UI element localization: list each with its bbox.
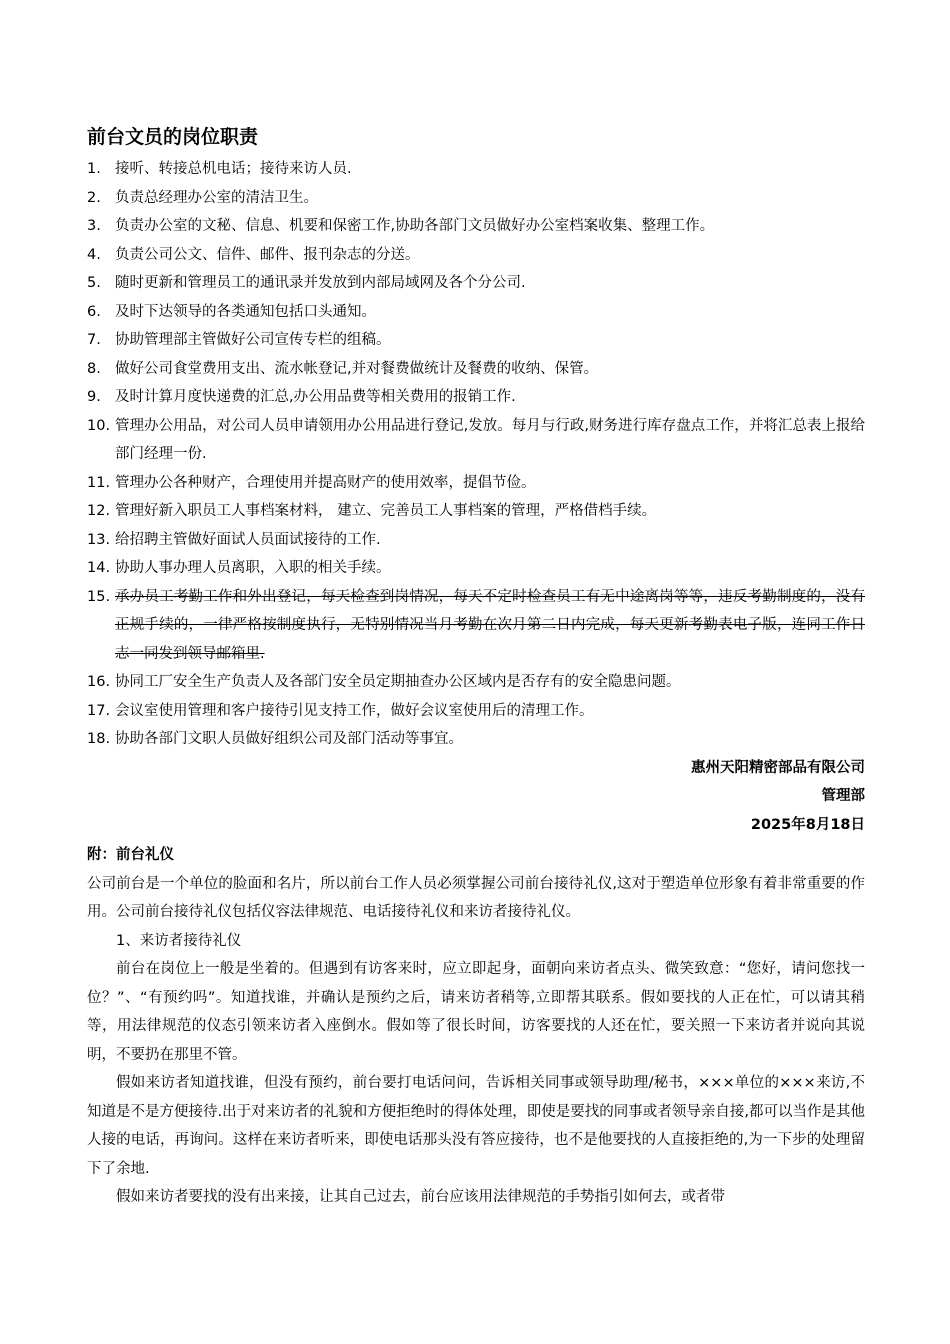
item-number: 18. — [87, 731, 111, 747]
item-text: 管理办公各种财产，合理使用并提高财产的使用效率，提倡节俭。 — [115, 474, 536, 491]
list-item — [87, 184, 865, 213]
item-number: 7. — [87, 332, 101, 348]
paragraph: 假如来访者知道找谁，但没有预约，前台要打电话问问，告诉相关同事或领导助理/秘书，×××单位的×××来访,不知道是不是方便接待.出于对来访者的礼貌和方便拒绝时的得体处理，即使是要找的同事或者领导亲自接,都可以当作是其他人接的电话，再询问。这样在来访者听来，即使电话那头没有答应接待，也不是他要找的人直接拒绝的,为一下步的处理留下了余地. — [87, 1075, 865, 1177]
item-number: 6. — [87, 303, 101, 320]
item-text: 会议室使用管理和客户接待引见支持工作，做好会议室使用后的清理工作。 — [115, 702, 594, 719]
item-number: 4. — [87, 246, 101, 263]
item-text: 及时下达领导的各类通知包括口头通知。 — [115, 303, 376, 320]
list-item — [87, 383, 865, 412]
item-text: 协助管理部主管做好公司宣传专栏的组稿。 — [115, 332, 391, 348]
item-number: 10. — [87, 417, 111, 434]
item-number: 13. — [87, 531, 111, 548]
item-number: 17. — [87, 702, 111, 719]
item-text: 随时更新和管理员工的通讯录并发放到内部局域网及各个分公司. — [115, 275, 526, 291]
item-text: 负责总经理办公室的清洁卫生。 — [115, 189, 318, 206]
item-number: 5. — [87, 275, 101, 291]
item-number: 3. — [87, 218, 101, 234]
item-text: 负责公司公文、信件、邮件、报刊杂志的分送。 — [115, 246, 420, 263]
duties-list — [87, 155, 865, 754]
document-page — [87, 124, 865, 1212]
list-item — [87, 668, 865, 697]
item-text: 做好公司食堂费用支出、流水帐登记,并对餐费做统计及餐费的收纳、保管。 — [115, 360, 599, 377]
paragraph: 前台在岗位上一般是坐着的。但遇到有访客来时，应立即起身，面朝向来访者点头、微笑致意：“您好，请问您找一位？”、“有预约吗”。知道找谁，并确认是预约之后，请来访者稍等,立即帮其联系。假如要找的人正在忙，可以请其稍等，用法律规范的仪态引领来访者入座倒水。假如等了很长时间，访客要找的人还在忙，要关照一下来访者并说向其说明，不要扔在那里不管。 — [87, 961, 865, 1063]
item-number: 8. — [87, 360, 101, 377]
item-number: 15. — [87, 588, 111, 605]
item-number: 12. — [87, 503, 111, 519]
list-item — [87, 412, 865, 469]
section-heading: 1、来访者接待礼仪 — [116, 932, 242, 949]
item-number: 11. — [87, 474, 111, 491]
list-item — [87, 697, 865, 726]
appendix-title: 附：前台礼仪 — [87, 847, 174, 863]
item-number: 2. — [87, 189, 101, 206]
item-number: 1. — [87, 161, 101, 177]
item-text: 及时计算月度快递费的汇总,办公用品费等相关费用的报销工作. — [115, 389, 516, 405]
list-item — [87, 241, 865, 270]
item-text: 承办员工考勤工作和外出登记，每天检查到岗情况，每天不定时检查员工有无中途离岗等等，违反考勤制度的，没有正规手续的，一律严格按制度执行，无特别情况当月考勤在次月第二日内完成，每天更新考勤表电子版，连同工作日志一同发到领导邮箱里. — [115, 588, 865, 662]
list-item — [87, 155, 865, 184]
signature-company: 惠州天阳精密部品有限公司 — [691, 759, 865, 776]
item-number: 16. — [87, 674, 111, 690]
list-item — [87, 355, 865, 384]
item-text: 协助各部门文职人员做好组织公司及部门活动等事宜。 — [115, 731, 463, 747]
list-item — [87, 554, 865, 583]
list-item — [87, 326, 865, 355]
list-item — [87, 497, 865, 526]
item-number: 14. — [87, 560, 111, 576]
item-text: 协助人事办理人员离职，入职的相关手续。 — [115, 560, 391, 576]
item-text: 管理好新入职员工人事档案材料， 建立、完善员工人事档案的管理，严格借档手续。 — [115, 503, 657, 519]
appendix-intro: 公司前台是一个单位的脸面和名片，所以前台工作人员必须掌握公司前台接待礼仪,这对于塑造单位形象有着非常重要的作用。公司前台接待礼仪包括仪容法律规范、电话接待礼仪和来访者接待礼仪。 — [87, 875, 865, 920]
list-item — [87, 269, 865, 298]
item-number: 9. — [87, 389, 101, 405]
list-item-struck — [87, 583, 865, 669]
item-text: 协同工厂安全生产负责人及各部门安全员定期抽查办公区域内是否存有的安全隐患问题。 — [115, 674, 681, 690]
list-item — [87, 212, 865, 241]
list-item — [87, 469, 865, 498]
item-text: 接听、转接总机电话；接待来访人员. — [115, 161, 352, 177]
list-item — [87, 526, 865, 555]
signature-department: 管理部 — [821, 788, 865, 804]
signature-date: 2025年8月18日 — [750, 816, 865, 833]
page-title: 前台文员的岗位职责 — [87, 126, 259, 148]
paragraph: 假如来访者要找的没有出来接，让其自己过去，前台应该用法律规范的手势指引如何去，或者带 — [116, 1189, 725, 1205]
list-item — [87, 298, 865, 327]
item-text: 管理办公用品，对公司人员申请领用办公用品进行登记,发放。每月与行政,财务进行库存盘点工作，并将汇总表上报给部门经理一份. — [115, 417, 865, 462]
item-text: 负责办公室的文秘、信息、机要和保密工作,协助各部门文员做好办公室档案收集、整理工作。 — [115, 218, 715, 234]
list-item — [87, 725, 865, 754]
item-text: 给招聘主管做好面试人员面试接待的工作. — [115, 531, 381, 548]
